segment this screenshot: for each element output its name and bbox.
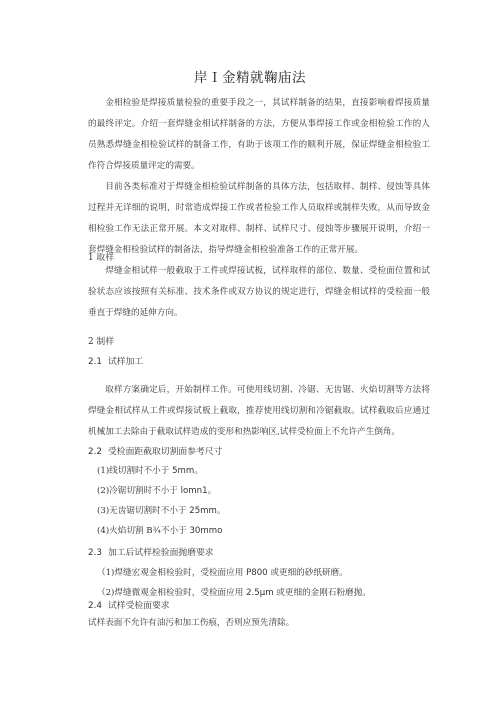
- section-2-1-number: 2.1: [88, 357, 102, 367]
- section-2-1-paragraph: [88, 380, 430, 443]
- section-2-3-heading: [88, 546, 214, 560]
- polish-item-1-value: P800: [246, 568, 268, 578]
- cut-item-3: [97, 504, 226, 518]
- polish-item-1-prefix: （1)焊缝宏观金相检验时，受检面应用: [97, 568, 247, 578]
- cut-item-2-value: lomn1: [180, 486, 208, 496]
- intro-paragraph-2: [88, 177, 430, 261]
- section-2-2-heading: [88, 445, 222, 459]
- polish-item-2: [97, 586, 371, 600]
- cut-item-4: [97, 524, 222, 538]
- cut-item-4-value: 30mmo: [189, 526, 223, 536]
- polish-item-2-value: 2.5μm: [246, 588, 274, 598]
- section-2-3-title: 加工后试样检验面抛磨要求: [108, 548, 214, 558]
- intro-paragraph-1: [88, 93, 430, 177]
- polish-item-2-suffix: 或更细的金刚石粉磨抛。: [273, 588, 371, 598]
- cut-item-3-value: 25mm: [189, 506, 217, 516]
- section-2-4-paragraph: [88, 613, 430, 634]
- document-title: 岸Ｉ金精就鞠庙法: [194, 70, 306, 86]
- cut-item-2: [97, 484, 216, 498]
- cut-item-1: [97, 464, 203, 478]
- section-1-paragraph-text: 焊缝金相试样一般截取于工件或焊接试板，试样取样的部位、数量、受检面位置和试验状态应该按照有关标准、技术条件或双方协议的规定进行，焊缝金相试样的受检面一般垂直于焊缝的延伸方向。: [88, 266, 430, 318]
- section-2-4-paragraph-text: 试样表面不允许有油污和加工伤痕，否则应预先清除。: [88, 618, 295, 628]
- section-2-4-number: 2.4: [88, 601, 102, 611]
- polish-item-2-prefix: （2)焊缝微观金相检验时，受检面应用: [97, 588, 247, 598]
- cut-item-2-prefix: (2)冷锯切割时不小于: [97, 486, 181, 496]
- polish-item-1: [97, 566, 348, 580]
- cut-item-1-prefix: (1)线切割时不小于: [97, 466, 173, 476]
- cut-item-2-suffix: 。: [207, 486, 217, 496]
- section-2-2-number: 2.2: [88, 447, 102, 457]
- section-1-heading: 1 取样: [88, 253, 114, 263]
- section-2-2-title: 受检面距截取切割面参考尺寸: [108, 447, 223, 457]
- section-2-heading: 2 制样: [88, 337, 114, 347]
- section-2-1-paragraph-text: 取样方案确定后，开始制样工作。可使用线切割、冷锯、无齿锯、火焰切割等方法将焊缝金相试样从工件或焊接试板上截取，推荐使用线切割和冷锯截取。试样截取后应通过机械加工去除由于截取试样造成的变形和热影响区,试样受检面上不允许产生倒角。: [88, 385, 430, 437]
- polish-item-1-suffix: 或更细的砂纸研磨。: [267, 568, 348, 578]
- section-2-4-title: 试样受检面要求: [108, 601, 170, 611]
- section-1-paragraph: [88, 261, 430, 324]
- cut-item-3-prefix: (3)无齿锯切割时不小于: [97, 506, 190, 516]
- section-2-4-heading: [88, 599, 170, 613]
- intro-paragraph-2-text: 目前各类标准对于焊缝金相检验试样制备的具体方法，包括取样、制样、侵蚀等具体过程并无详细的说明，时常造成焊接工作或者检验工作人员取样或制样失败，从而导致金相检验工作无法正常开展。本文对取样、制样、试样尺寸、侵蚀等步骤展开说明，介绍一套焊缝金相检验试样的制备法，指导焊缝金相检验准备工作的正常开展。: [88, 182, 430, 255]
- cut-item-1-suffix: 。: [194, 466, 203, 476]
- cut-item-3-suffix: 。: [216, 506, 226, 516]
- section-2-3-number: 2.3: [88, 548, 102, 558]
- cut-item-4-prefix: (4)火焰切割 B¾不小于: [97, 526, 190, 536]
- section-2-1-title: 试样加工: [108, 357, 144, 367]
- cut-item-1-value: 5mm: [172, 466, 195, 476]
- section-2-1-heading: [88, 355, 143, 369]
- intro-paragraph-1-text: 金相检验是焊接质量检验的重要手段之一，其试样制备的结果，直接影响着焊接质量的最终评定。介绍一套焊缝金相试样制备的方法，方便从事焊接工作或金相检验工作的人员熟悉焊缝金相检验试样的制备工作，有助于该项工作的顺利开展，保证焊缝金相检验工作符合焊接质量评定的需要。: [88, 98, 430, 171]
